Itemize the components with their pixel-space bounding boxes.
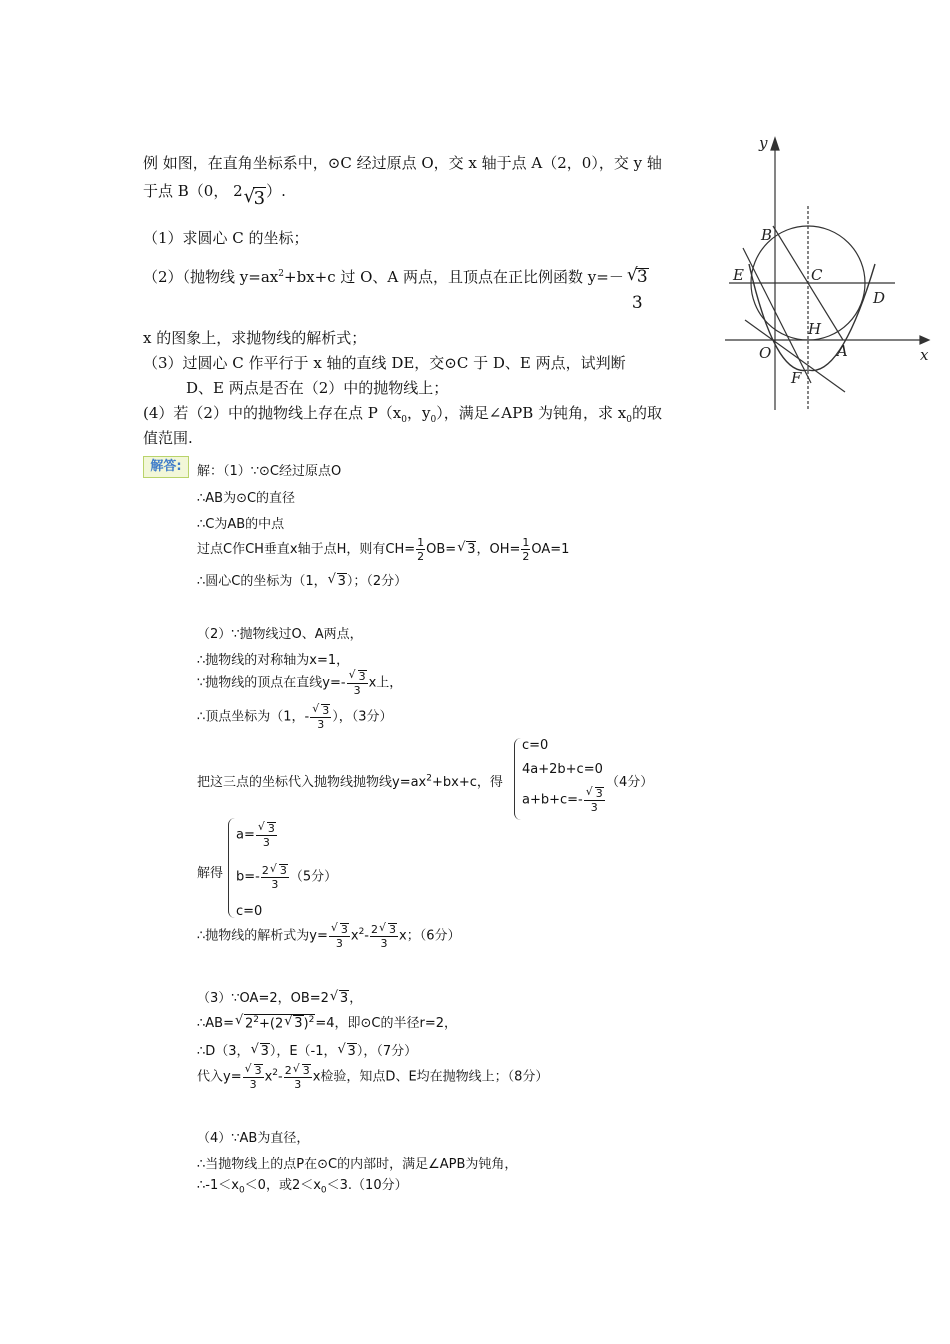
problem-text: 于点 B（0， 2 <box>143 182 243 200</box>
label-x: x <box>920 346 929 364</box>
solution-text: 代入y= <box>197 1069 242 1085</box>
problem-line-1 <box>143 152 662 173</box>
exponent: 2 <box>308 1014 315 1025</box>
solution-text: （4）∵AB为直径， <box>197 1131 310 1146</box>
fraction-numerator: 1 <box>417 536 425 549</box>
solution-line <box>197 1153 517 1172</box>
solution-text: （2）∵抛物线过O、A两点， <box>197 627 363 642</box>
exponent: 2 <box>253 1014 259 1025</box>
solution-text: ∴C为AB的中点 <box>197 517 285 532</box>
solution-line <box>197 537 569 562</box>
solution-line <box>197 1064 548 1090</box>
sqrt-value: √ 3 <box>279 864 288 876</box>
subscript: 0 <box>320 1185 327 1196</box>
solution-text: ∴D（3， <box>197 1044 250 1059</box>
solution-line <box>197 670 402 696</box>
solution-text: =4，即⊙C的半径r=2， <box>315 1016 457 1031</box>
solution-line <box>197 649 349 668</box>
score-mark: （4分） <box>606 775 654 790</box>
sqrt-value: √ 3 <box>466 541 476 557</box>
solution-text: ∵抛物线的顶点在直线y=- <box>197 675 346 691</box>
solution-text: x <box>264 1069 273 1085</box>
label-h: H <box>808 320 822 338</box>
solution-line <box>197 1127 309 1146</box>
system-brace <box>228 818 235 918</box>
solution-text: +(2 <box>259 1016 284 1031</box>
solution-text: ∴顶点坐标为（1，- <box>197 709 310 725</box>
subscript: 0 <box>238 1185 245 1196</box>
sqrt-value: √ 3 <box>337 573 347 589</box>
solution-line <box>197 1040 417 1059</box>
sqrt-value: √ 3 <box>388 923 397 935</box>
solution-text: ＜0，或2＜x <box>244 1178 321 1193</box>
solution-text: x检验，知点D、E均在抛物线上；（8分） <box>312 1069 549 1085</box>
equation: c=0 <box>522 738 549 753</box>
q4-text: ，y <box>407 404 431 422</box>
question-3 <box>143 352 626 373</box>
question-4-cont <box>143 427 193 448</box>
fraction-denominator: 2 <box>522 550 530 563</box>
solution-line <box>197 513 284 532</box>
y-axis-arrow <box>771 138 779 150</box>
solution-text: OB= <box>426 542 457 557</box>
label-d: D <box>873 289 886 307</box>
sqrt-value: √ 3 <box>267 822 276 834</box>
system-brace <box>514 738 521 820</box>
solution-line <box>197 1174 408 1196</box>
fraction-denominator: 3 <box>262 836 270 849</box>
solution-text: ），E（-1， <box>269 1044 337 1059</box>
equation: 4a+2b+c=0 <box>522 762 603 777</box>
solution-text: ＜3.（10分） <box>326 1178 408 1193</box>
q4-text: (4）若（2）中的抛物线上存在点 P（x <box>143 404 402 422</box>
solution-text: 2 <box>284 1064 292 1077</box>
sqrt-value: √ 3 <box>260 1043 270 1059</box>
problem-line-2 <box>143 180 286 209</box>
equation: c=0 <box>236 904 263 919</box>
label-e: E <box>733 266 744 284</box>
solution-text: ∴当抛物线上的点P在⊙C的内部时，满足∠APB为钝角， <box>197 1157 518 1172</box>
solution-text: OA=1 <box>531 542 570 557</box>
equation <box>522 787 606 813</box>
solution-line <box>197 1012 457 1031</box>
solution-line: 解得 <box>197 866 224 881</box>
line-ef <box>743 248 811 383</box>
sqrt-value: √ 3 <box>595 787 604 799</box>
sqrt-value: √ 3 <box>340 923 349 935</box>
sqrt-value: √ 3 <box>347 1043 357 1059</box>
x-axis-arrow <box>920 336 929 344</box>
solution-text: 2 <box>371 923 378 936</box>
solution-text: ， <box>349 991 363 1006</box>
solution-text: ∴-1＜x <box>197 1178 239 1193</box>
solution-text: x上， <box>368 675 403 691</box>
q2-text: x 的图象上，求抛物线的解析式； <box>143 329 367 347</box>
sqrt-value: √ 3 <box>358 670 367 682</box>
solution-line <box>197 460 341 479</box>
equation <box>236 822 278 848</box>
solution-line <box>197 623 363 642</box>
q2-text: +bx+c 过 O、A 两点，且顶点在正比例函数 y=－ <box>284 268 624 286</box>
question-2: （2）（抛物线 $y=ax^2+bx+c$ 过 O、A 两点，且顶点在正比例函数 y=－ √ 3 3 <box>143 266 651 312</box>
q4-text: ），满足∠APB 为钝角，求 x <box>436 404 627 422</box>
sqrt-value: √ 3 <box>293 1015 303 1031</box>
solution-text: b=- <box>236 869 260 885</box>
score-mark: （5分） <box>289 869 338 885</box>
sqrt-value: √ 3 <box>339 990 349 1006</box>
solution-text: x；（6分） <box>399 928 461 944</box>
fraction-denominator: 3 <box>271 878 279 891</box>
solution-text: - <box>278 1069 283 1085</box>
question-3-cont <box>186 377 448 398</box>
solution-text: - <box>364 928 369 944</box>
solution-text: ∴抛物线的对称轴为x=1， <box>197 653 350 668</box>
solution-text: ∴圆心C的坐标为（1， <box>197 574 327 589</box>
solution-text: ∴AB= <box>197 1016 234 1031</box>
fraction-denominator: 3 <box>353 684 361 697</box>
fraction-numerator: √ 3 <box>636 268 649 286</box>
solution-text: 解：（1）∵⊙C经过原点O <box>197 464 342 479</box>
solution-text: ∴AB为⊙C的直径 <box>197 491 296 506</box>
fraction-denominator: 3 <box>335 937 343 950</box>
label-b: B <box>761 226 773 244</box>
fraction-denominator: 3 <box>249 1078 257 1091</box>
sqrt-value: √ 3 <box>302 1064 311 1076</box>
label-o: O <box>759 344 772 362</box>
solution-text: 2 <box>244 1016 254 1031</box>
fraction-numerator: 1 <box>522 536 530 549</box>
problem-text: ）. <box>266 182 286 200</box>
solution-text: x <box>350 928 359 944</box>
sqrt-value: √ 3 <box>254 1064 263 1076</box>
solution-text: a+b+c=- <box>522 792 583 808</box>
solution-line <box>197 487 295 506</box>
problem-text: 例 如图，在直角坐标系中，⊙C 经过原点 O，交 x 轴于点 A（2，0），交 y 轴 <box>143 154 662 172</box>
solution-text: +bx+c，得 <box>431 775 503 790</box>
fraction-denominator: 3 <box>317 718 325 731</box>
fraction-denominator: 3 <box>631 293 643 313</box>
solution-line <box>197 923 460 949</box>
solution-text: ）；（2分） <box>346 574 408 589</box>
sqrt-value: √ 3 <box>321 704 330 716</box>
question-4: (4）若（2）中的抛物线上存在点 $P(x_0$，$y_0$），满足∠APB 为钝角，求 $x_0$的取 <box>143 404 662 425</box>
sqrt-value: √ 3 <box>253 187 266 209</box>
solution-text: ) <box>303 1016 309 1031</box>
solution-label: 解答: <box>143 456 189 478</box>
q4-text: 值范围. <box>143 429 193 447</box>
solution-line <box>197 570 407 589</box>
solution-text: 过点C作CH垂直x轴于点H，则有CH= <box>197 542 416 557</box>
solution-text: a= <box>236 827 255 843</box>
fraction-denominator: 2 <box>417 550 425 563</box>
q3-text: （3）过圆心 C 作平行于 x 轴的直线 DE，交⊙C 于 D、E 两点，试判断 <box>143 354 626 372</box>
label-c: C <box>811 266 823 284</box>
solution-text: ∴抛物线的解析式为y= <box>197 928 328 944</box>
exponent: 2 <box>358 927 365 938</box>
question-1 <box>143 227 309 248</box>
solution-text: 2 <box>261 864 269 877</box>
q4-text: 的取 <box>631 404 662 422</box>
q1-text: （1）求圆心 C 的坐标； <box>143 229 309 247</box>
solution-text: 把这三点的坐标代入抛物线抛物线y=ax <box>197 775 427 790</box>
fraction-denominator: 3 <box>294 1078 302 1091</box>
label-f: F <box>791 369 802 387</box>
solution-text: ），（7分） <box>356 1044 418 1059</box>
solution-line <box>197 704 393 730</box>
solution-text: （3）∵OA=2，OB=2 <box>197 991 329 1006</box>
solution-line: 把这三点的坐标代入抛物线抛物线$y=ax^2+bx+c$，得 <box>197 773 503 790</box>
question-2-cont <box>143 327 366 348</box>
label-a: A <box>837 342 848 360</box>
label-y: y <box>759 134 768 152</box>
fraction-denominator: 3 <box>590 801 598 814</box>
solution-line <box>197 987 362 1006</box>
q3-text: D、E 两点是否在（2）中的抛物线上； <box>186 379 449 397</box>
exponent: 2 <box>272 1068 279 1079</box>
solution-text: ），（3分） <box>332 709 393 725</box>
geometry-figure <box>715 128 940 418</box>
q2-text: （2）（抛物线 y=ax <box>143 268 279 286</box>
fraction-denominator: 3 <box>380 937 388 950</box>
solution-text: ，OH= <box>476 542 521 557</box>
equation <box>236 864 337 890</box>
